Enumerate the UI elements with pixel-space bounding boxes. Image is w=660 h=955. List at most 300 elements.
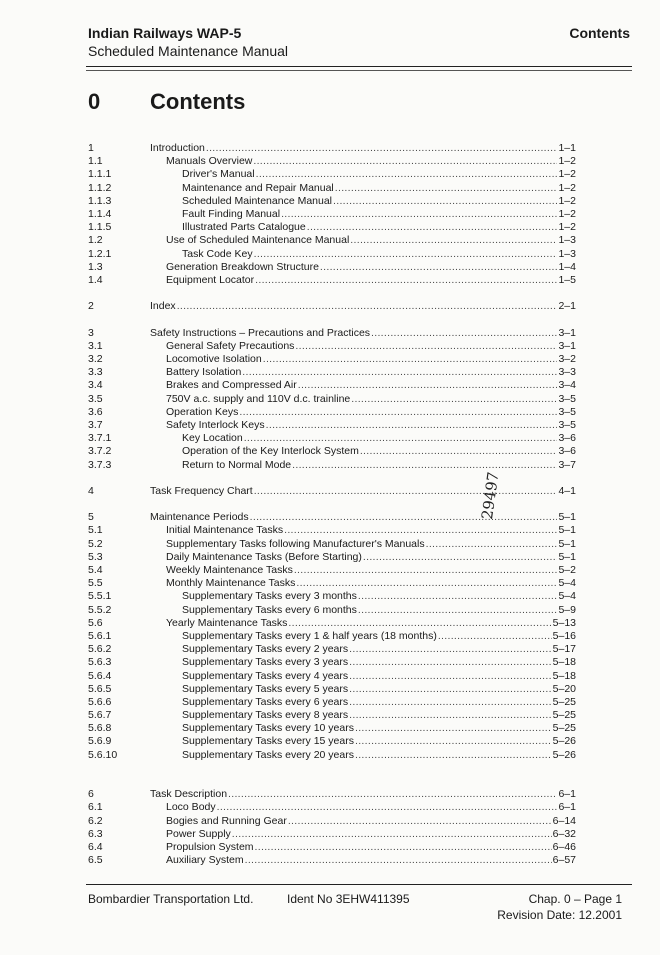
- toc-leader-dots: [263, 353, 558, 366]
- toc-entry-line: [166, 577, 576, 590]
- toc-entry-line: [150, 485, 576, 498]
- toc-leader-dots: [355, 722, 552, 735]
- toc-entry-page: 5–2: [558, 564, 576, 576]
- toc-entry-page: 5–1: [558, 550, 576, 563]
- toc-entry[interactable]: [0, 182, 660, 195]
- toc-entry-title: Task Code Key: [182, 247, 253, 260]
- toc-entry[interactable]: [0, 432, 660, 445]
- table-of-contents: [0, 142, 660, 867]
- toc-entry-line: [150, 511, 576, 524]
- toc-entry-number: 5.5.1: [88, 590, 112, 603]
- header-title: Indian Railways WAP-5: [88, 25, 242, 41]
- toc-entry-line: [166, 854, 576, 867]
- toc-entry[interactable]: [0, 630, 660, 643]
- toc-entry-number: 1: [88, 142, 94, 154]
- toc-entry-page: 5–18: [552, 669, 576, 682]
- toc-entry-page: 6–57: [552, 854, 576, 867]
- toc-leader-dots: [426, 538, 558, 551]
- toc-entry[interactable]: [0, 379, 660, 392]
- toc-entry-page: 5–16: [552, 629, 576, 642]
- toc-entry[interactable]: [0, 445, 660, 458]
- toc-entry-page: 3–5: [558, 392, 576, 405]
- toc-entry-title: Task Frequency Chart: [150, 484, 253, 497]
- toc-entry-number: 4: [88, 484, 94, 497]
- toc-entry-line: [182, 709, 576, 722]
- toc-entry-line: [182, 683, 576, 696]
- toc-entry[interactable]: [0, 419, 660, 432]
- toc-entry-number: 5.6.10: [88, 748, 118, 761]
- toc-entry-page: 6–46: [552, 840, 576, 853]
- toc-leader-dots: [253, 155, 557, 168]
- toc-entry-number: 5.1: [88, 524, 103, 537]
- toc-entry-title: Propulsion System: [166, 840, 254, 853]
- toc-entry-title: Supplementary Tasks every 8 years: [182, 709, 349, 722]
- toc-entry-number: 1.4: [88, 273, 103, 286]
- toc-entry-page: 6–32: [552, 827, 576, 840]
- toc-spacer: [0, 287, 660, 300]
- toc-entry-number: 5.6.7: [88, 709, 112, 722]
- toc-entry-page: 3–4: [558, 379, 576, 392]
- toc-entry-title: Supplementary Tasks every 3 years: [182, 656, 349, 669]
- toc-entry-line: [166, 155, 576, 168]
- toc-entry-title: Yearly Maintenance Tasks: [166, 616, 288, 629]
- toc-leader-dots: [206, 142, 558, 155]
- toc-entry-title: Weekly Maintenance Tasks: [166, 564, 293, 576]
- toc-entry-number: 1.1.5: [88, 221, 112, 234]
- toc-entry-page: 1–3: [558, 234, 576, 247]
- toc-entry-title: Supplementary Tasks every 1 & half years (18 months): [182, 629, 437, 642]
- handwritten-annotation: 29497: [478, 470, 503, 521]
- toc-leader-dots: [333, 195, 557, 208]
- toc-entry-number: 6.4: [88, 840, 103, 853]
- toc-entry[interactable]: [0, 749, 660, 762]
- toc-entry-line: [166, 815, 576, 828]
- toc-entry-title: Index: [150, 300, 176, 313]
- toc-entry-line: [182, 749, 576, 762]
- toc-leader-dots: [295, 340, 557, 353]
- toc-leader-dots: [256, 168, 558, 181]
- toc-entry-line: [166, 551, 576, 564]
- toc-entry-number: 5.6.4: [88, 669, 112, 682]
- toc-entry-line: [166, 406, 576, 419]
- toc-entry-title: Scheduled Maintenance Manual: [182, 194, 333, 207]
- toc-entry-title: Maintenance and Repair Manual: [182, 181, 334, 194]
- toc-entry[interactable]: [0, 155, 660, 168]
- toc-entry-page: 5–18: [552, 656, 576, 669]
- toc-leader-dots: [349, 670, 552, 683]
- toc-entry-line: [166, 353, 576, 366]
- toc-entry-title: General Safety Precautions: [166, 339, 295, 352]
- toc-entry-number: 5.6.9: [88, 735, 112, 748]
- toc-leader-dots: [349, 643, 552, 656]
- toc-entry-number: 1.1.4: [88, 207, 112, 220]
- toc-leader-dots: [358, 590, 558, 603]
- toc-entry-line: [182, 168, 576, 181]
- toc-entry-page: 1–2: [558, 194, 576, 207]
- toc-entry-line: [182, 735, 576, 748]
- toc-entry-page: 4–1: [558, 484, 576, 497]
- toc-entry-title: Monthly Maintenance Tasks: [166, 577, 296, 590]
- toc-entry[interactable]: [0, 274, 660, 287]
- toc-leader-dots: [177, 300, 558, 313]
- toc-entry[interactable]: [0, 353, 660, 366]
- toc-entry[interactable]: [0, 590, 660, 603]
- toc-entry-number: 1.3: [88, 260, 103, 273]
- toc-entry[interactable]: [0, 393, 660, 406]
- toc-entry-page: 1–2: [558, 168, 576, 181]
- toc-entry[interactable]: [0, 643, 660, 656]
- toc-entry-page: 5–26: [552, 735, 576, 748]
- toc-entry-number: 3.3: [88, 366, 103, 379]
- toc-entry-number: 3.7.2: [88, 445, 112, 458]
- toc-entry[interactable]: [0, 577, 660, 590]
- toc-spacer: [0, 472, 660, 485]
- toc-entry-number: 6.2: [88, 814, 103, 827]
- toc-entry-page: 3–5: [558, 405, 576, 418]
- toc-entry[interactable]: [0, 604, 660, 617]
- toc-entry-number: 1.2: [88, 234, 103, 247]
- toc-leader-dots: [349, 696, 552, 709]
- toc-entry-title: Supplementary Tasks following Manufacturer's Manuals: [166, 537, 425, 550]
- toc-entry-title: Battery Isolation: [166, 366, 242, 379]
- toc-spacer: [0, 775, 660, 788]
- toc-entry-number: 1.2.1: [88, 247, 112, 260]
- toc-leader-dots: [438, 630, 552, 643]
- toc-entry-line: [166, 801, 576, 814]
- toc-entry-page: 3–7: [558, 458, 576, 471]
- toc-leader-dots: [288, 815, 552, 828]
- toc-entry-title: Maintenance Periods: [150, 511, 249, 524]
- toc-entry-number: 3.7.3: [88, 458, 112, 471]
- toc-entry-page: 1–2: [558, 155, 576, 168]
- toc-entry-page: 1–2: [558, 221, 576, 234]
- toc-entry-title: Supplementary Tasks every 2 years: [182, 643, 349, 656]
- toc-entry-line: [182, 445, 576, 458]
- header-rule: [86, 66, 632, 67]
- toc-entry-page: 1–3: [558, 247, 576, 260]
- toc-entry-number: 5.5: [88, 577, 103, 590]
- toc-entry-page: 6–14: [552, 814, 576, 827]
- toc-entry-line: [166, 261, 576, 274]
- toc-leader-dots: [294, 564, 558, 577]
- toc-entry[interactable]: [0, 485, 660, 498]
- toc-entry[interactable]: [0, 221, 660, 234]
- toc-entry-page: 3–3: [558, 366, 576, 379]
- toc-entry-line: [182, 670, 576, 683]
- toc-entry-line: [166, 828, 576, 841]
- toc-entry-number: 5.2: [88, 537, 103, 550]
- toc-entry-number: 5.6.1: [88, 629, 112, 642]
- toc-entry-line: [150, 142, 576, 155]
- toc-entry-page: 3–6: [558, 432, 576, 445]
- toc-entry-line: [182, 656, 576, 669]
- toc-entry[interactable]: [0, 828, 660, 841]
- toc-entry-title: Supplementary Tasks every 10 years: [182, 722, 354, 735]
- toc-entry-number: 5.6.6: [88, 695, 112, 708]
- toc-entry-line: [182, 432, 576, 445]
- toc-leader-dots: [351, 393, 557, 406]
- toc-entry-page: 1–2: [558, 207, 576, 220]
- toc-entry[interactable]: [0, 195, 660, 208]
- toc-entry[interactable]: [0, 709, 660, 722]
- toc-entry-page: 3–1: [558, 339, 576, 352]
- toc-leader-dots: [349, 709, 552, 722]
- toc-entry-number: 3.4: [88, 379, 103, 392]
- toc-leader-dots: [255, 274, 557, 287]
- toc-entry-number: 3.2: [88, 353, 103, 365]
- toc-entry-line: [182, 590, 576, 603]
- toc-entry[interactable]: [0, 168, 660, 181]
- header-section: Contents: [569, 25, 630, 41]
- toc-entry[interactable]: [0, 841, 660, 854]
- toc-entry-line: [166, 393, 576, 406]
- toc-entry-title: Operation Keys: [166, 405, 239, 418]
- toc-entry-page: 3–2: [558, 353, 576, 365]
- toc-entry-title: Power Supply: [166, 827, 231, 840]
- toc-leader-dots: [349, 683, 552, 696]
- toc-entry-line: [182, 459, 576, 472]
- toc-entry-line: [166, 274, 576, 287]
- toc-entry-line: [182, 248, 576, 261]
- toc-entry[interactable]: [0, 551, 660, 564]
- toc-entry-title: Driver's Manual: [182, 168, 255, 181]
- toc-entry-line: [166, 617, 576, 630]
- toc-leader-dots: [232, 828, 552, 841]
- toc-entry-page: 5–25: [552, 695, 576, 708]
- toc-entry[interactable]: [0, 722, 660, 735]
- toc-entry-title: Return to Normal Mode: [182, 458, 292, 471]
- toc-leader-dots: [266, 419, 558, 432]
- toc-leader-dots: [320, 261, 558, 274]
- toc-entry[interactable]: [0, 656, 660, 669]
- toc-entry-title: Generation Breakdown Structure: [166, 260, 319, 273]
- toc-leader-dots: [239, 406, 557, 419]
- toc-entry-title: Supplementary Tasks every 3 months: [182, 590, 357, 603]
- toc-entry-title: Supplementary Tasks every 6 years: [182, 695, 349, 708]
- toc-entry-title: Auxiliary System: [166, 854, 244, 867]
- toc-entry-line: [166, 419, 576, 432]
- toc-entry-line: [166, 379, 576, 392]
- toc-entry-title: Supplementary Tasks every 15 years: [182, 735, 354, 748]
- toc-entry-title: Supplementary Tasks every 6 months: [182, 603, 357, 616]
- toc-entry-title: Bogies and Running Gear: [166, 814, 287, 827]
- toc-entry-line: [150, 327, 576, 340]
- toc-entry-page: 5–1: [558, 524, 576, 537]
- toc-entry[interactable]: [0, 459, 660, 472]
- toc-entry[interactable]: [0, 261, 660, 274]
- toc-entry[interactable]: [0, 142, 660, 155]
- toc-entry-page: 3–5: [558, 418, 576, 431]
- toc-leader-dots: [350, 234, 557, 247]
- toc-entry[interactable]: [0, 735, 660, 748]
- toc-entry-title: Locomotive Isolation: [166, 353, 262, 365]
- toc-entry-title: Daily Maintenance Tasks (Before Starting): [166, 550, 362, 563]
- toc-entry[interactable]: [0, 524, 660, 537]
- toc-entry-number: 5.6.5: [88, 682, 112, 695]
- header-subtitle: Scheduled Maintenance Manual: [88, 43, 289, 59]
- toc-entry[interactable]: [0, 683, 660, 696]
- toc-leader-dots: [250, 511, 558, 524]
- toc-entry-page: 3–6: [558, 445, 576, 458]
- toc-entry-number: 3: [88, 326, 94, 339]
- toc-entry[interactable]: [0, 511, 660, 524]
- toc-entry-line: [166, 538, 576, 551]
- toc-entry[interactable]: [0, 340, 660, 353]
- toc-entry[interactable]: [0, 815, 660, 828]
- toc-entry-line: [182, 630, 576, 643]
- toc-entry[interactable]: [0, 234, 660, 247]
- toc-entry-number: 3.7.1: [88, 432, 112, 445]
- toc-leader-dots: [255, 841, 552, 854]
- toc-entry[interactable]: [0, 538, 660, 551]
- toc-entry-line: [182, 604, 576, 617]
- toc-entry-number: 5: [88, 511, 94, 524]
- toc-entry-title: Introduction: [150, 142, 205, 154]
- footer-rule: [86, 884, 632, 885]
- toc-entry[interactable]: [0, 300, 660, 313]
- toc-entry-number: 5.5.2: [88, 603, 112, 616]
- toc-entry[interactable]: [0, 208, 660, 221]
- toc-entry-number: 6: [88, 788, 94, 801]
- toc-entry-page: 1–5: [558, 273, 576, 286]
- toc-entry-line: [166, 366, 576, 379]
- toc-entry[interactable]: [0, 854, 660, 867]
- toc-entry-number: 3.6: [88, 405, 103, 418]
- toc-entry-line: [150, 300, 576, 313]
- toc-entry-page: 2–1: [558, 300, 576, 313]
- footer-ident: Ident No 3EHW411395: [287, 892, 410, 906]
- toc-leader-dots: [245, 854, 552, 867]
- toc-entry-number: 3.5: [88, 392, 103, 405]
- toc-entry-number: 6.3: [88, 827, 103, 840]
- toc-leader-dots: [349, 656, 552, 669]
- toc-entry[interactable]: [0, 696, 660, 709]
- toc-entry-title: 750V a.c. supply and 110V d.c. trainline: [166, 392, 351, 405]
- toc-spacer: [0, 498, 660, 511]
- toc-entry-title: Fault Finding Manual: [182, 207, 281, 220]
- toc-leader-dots: [360, 445, 558, 458]
- toc-entry-title: Loco Body: [166, 801, 216, 814]
- toc-entry-page: 6–1: [558, 801, 576, 814]
- toc-entry-page: 5–9: [558, 603, 576, 616]
- toc-entry-page: 5–1: [558, 537, 576, 550]
- toc-leader-dots: [296, 577, 557, 590]
- toc-entry[interactable]: [0, 801, 660, 814]
- toc-leader-dots: [254, 248, 558, 261]
- toc-entry-title: Supplementary Tasks every 20 years: [182, 748, 354, 761]
- toc-entry-title: Supplementary Tasks every 5 years: [182, 682, 349, 695]
- toc-entry-page: 6–1: [558, 788, 576, 801]
- toc-leader-dots: [254, 485, 558, 498]
- toc-entry-page: 5–1: [558, 511, 576, 524]
- toc-entry-page: 5–4: [558, 577, 576, 590]
- toc-leader-dots: [355, 749, 552, 762]
- toc-entry-line: [166, 841, 576, 854]
- toc-spacer: [0, 313, 660, 326]
- toc-entry-title: Initial Maintenance Tasks: [166, 524, 284, 537]
- toc-entry-number: 1.1.2: [88, 181, 112, 194]
- toc-entry-number: 5.6.8: [88, 722, 112, 735]
- toc-entry-page: 1–4: [558, 260, 576, 273]
- toc-entry-title: Supplementary Tasks every 4 years: [182, 669, 349, 682]
- toc-leader-dots: [244, 432, 558, 445]
- toc-entry-title: Equipment Locator: [166, 273, 255, 286]
- toc-entry[interactable]: [0, 406, 660, 419]
- toc-entry-line: [166, 564, 576, 577]
- toc-leader-dots: [288, 617, 551, 630]
- toc-entry-number: 1.1.1: [88, 168, 112, 181]
- toc-entry-number: 5.6: [88, 616, 103, 629]
- toc-entry-line: [182, 696, 576, 709]
- toc-entry-title: Illustrated Parts Catalogue: [182, 221, 306, 234]
- toc-entry-page: 3–1: [558, 326, 576, 339]
- header-rule-thin: [86, 70, 632, 71]
- toc-leader-dots: [307, 221, 558, 234]
- toc-leader-dots: [363, 551, 558, 564]
- footer-chapter-page: Chap. 0 – Page 1: [528, 892, 622, 906]
- toc-entry-title: Safety Instructions – Precautions and Practices: [150, 326, 371, 339]
- toc-leader-dots: [242, 366, 557, 379]
- toc-entry-page: 1–2: [558, 181, 576, 194]
- toc-entry-line: [166, 524, 576, 537]
- toc-entry[interactable]: [0, 788, 660, 801]
- toc-entry-title: Operation of the Key Interlock System: [182, 445, 359, 458]
- toc-entry-page: 5–4: [558, 590, 576, 603]
- toc-entry-line: [166, 234, 576, 247]
- toc-entry-number: 1.1: [88, 155, 103, 168]
- toc-entry-line: [182, 221, 576, 234]
- toc-entry-line: [182, 182, 576, 195]
- toc-leader-dots: [371, 327, 557, 340]
- footer-company: Bombardier Transportation Ltd.: [88, 892, 254, 906]
- chapter-title: Contents: [150, 89, 246, 114]
- toc-entry-number: 5.6.2: [88, 643, 112, 656]
- toc-leader-dots: [355, 735, 552, 748]
- toc-entry-number: 5.3: [88, 550, 103, 563]
- toc-entry-line: [166, 340, 576, 353]
- toc-entry-line: [182, 208, 576, 221]
- toc-entry[interactable]: [0, 248, 660, 261]
- toc-entry-title: Brakes and Compressed Air: [166, 379, 297, 392]
- toc-entry-page: 5–25: [552, 722, 576, 735]
- toc-entry-line: [182, 722, 576, 735]
- toc-leader-dots: [284, 524, 557, 537]
- toc-entry[interactable]: [0, 670, 660, 683]
- toc-entry[interactable]: [0, 617, 660, 630]
- toc-entry-title: Manuals Overview: [166, 155, 253, 168]
- toc-entry[interactable]: [0, 366, 660, 379]
- toc-entry-number: 5.6.3: [88, 656, 112, 669]
- toc-entry[interactable]: [0, 564, 660, 577]
- toc-entry[interactable]: [0, 327, 660, 340]
- toc-entry-page: 5–26: [552, 748, 576, 761]
- toc-entry-page: 5–20: [552, 682, 576, 695]
- footer-revision-date: Revision Date: 12.2001: [497, 908, 622, 922]
- toc-entry-page: 5–13: [552, 616, 576, 629]
- toc-leader-dots: [335, 182, 558, 195]
- toc-entry-line: [182, 195, 576, 208]
- toc-entry-title: Task Description: [150, 788, 228, 801]
- toc-leader-dots: [298, 379, 558, 392]
- toc-entry-title: Safety Interlock Keys: [166, 418, 265, 431]
- toc-entry-page: 1–1: [558, 142, 576, 154]
- toc-entry-number: 1.1.3: [88, 194, 112, 207]
- toc-leader-dots: [358, 604, 558, 617]
- toc-entry-title: Key Location: [182, 432, 243, 445]
- toc-entry-page: 5–17: [552, 643, 576, 656]
- toc-leader-dots: [228, 788, 557, 801]
- toc-entry-number: 3.1: [88, 339, 103, 352]
